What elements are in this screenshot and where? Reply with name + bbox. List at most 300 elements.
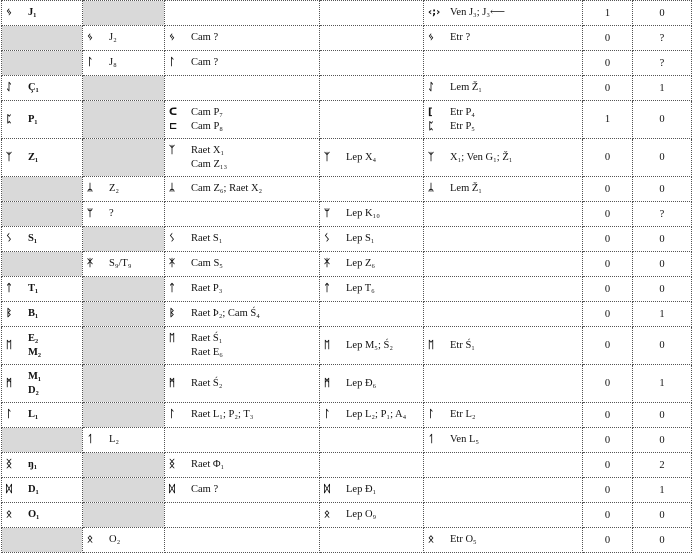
primary-rune-cell <box>2 202 83 227</box>
rune-glyph-icon: ᛟ <box>6 509 12 521</box>
lep-cell <box>320 1 424 26</box>
rune-label: Z₁ <box>28 151 39 163</box>
cam-raet-label: Raet Φ₁ <box>191 459 225 470</box>
etr-ven-lem-entry <box>428 408 582 422</box>
rune-glyph-icon: ᛒ <box>169 308 175 319</box>
primary-rune-cell <box>2 277 83 302</box>
count-cell-2: 0 <box>633 277 692 302</box>
etr-ven-lem-cell <box>424 453 583 478</box>
lep-label: Lep S₁ <box>346 233 375 244</box>
table-row <box>2 453 692 478</box>
table-row <box>2 277 692 302</box>
count-cell-2: 0 <box>633 1 692 26</box>
cam-raet-entry <box>169 120 319 134</box>
rune-glyph-icon: ᛊ <box>324 233 330 244</box>
table-row <box>2 403 692 428</box>
etr-ven-lem-entry <box>428 120 582 134</box>
primary-rune-cell <box>2 76 83 101</box>
rune-glyph-icon: ᛈ <box>428 120 434 132</box>
lep-cell <box>320 227 424 252</box>
cam-raet-entry <box>169 31 319 45</box>
rune-label: ŋ₁ <box>28 459 37 470</box>
cam-raet-cell <box>165 139 320 177</box>
rune-glyph-icon: ᛗ <box>6 377 12 389</box>
lep-entry <box>324 483 423 497</box>
rune-glyph-icon: ᛝ <box>6 459 12 471</box>
lep-entry <box>324 508 423 522</box>
rune-glyph-icon: ᛞ <box>6 484 12 496</box>
cam-raet-entry <box>169 182 319 196</box>
count-cell-2: 1 <box>633 302 692 327</box>
rune-glyph-icon: ᛗ <box>169 377 175 389</box>
rune-glyph-icon: ᛖ <box>428 339 434 351</box>
lep-label: Lep X₄ <box>346 151 377 163</box>
cam-raet-label: Raet Ś₁ <box>191 332 223 344</box>
lep-cell <box>320 252 424 277</box>
rune-glyph-icon: ᛊ <box>6 233 12 245</box>
cam-raet-cell <box>165 76 320 101</box>
rune-glyph-icon: ⊏ <box>169 120 178 132</box>
rune-label: L₁ <box>28 409 39 420</box>
cam-raet-label: Cam S₅ <box>191 258 223 269</box>
rune-glyph-icon: ᛃ <box>87 32 93 44</box>
count-cell-2: 0 <box>633 528 692 553</box>
rune-glyph-icon: ᛘ <box>87 208 93 220</box>
rune-label: M₁ D₂ <box>28 370 42 396</box>
variant-rune-cell <box>83 503 165 528</box>
variant-rune-cell <box>83 403 165 428</box>
cam-raet-cell <box>165 453 320 478</box>
etr-ven-lem-label: Ven L₅ <box>450 434 480 445</box>
count-cell-1: 0 <box>583 327 633 365</box>
lep-cell <box>320 428 424 453</box>
rune-glyph-icon: ᛦ <box>428 183 434 194</box>
etr-ven-lem-cell <box>424 76 583 101</box>
rune-label: J₈ <box>109 57 117 68</box>
rune-glyph-icon: ᛉ <box>6 151 12 163</box>
count-cell-1: 0 <box>583 453 633 478</box>
cam-raet-cell <box>165 478 320 503</box>
primary-rune-cell <box>2 428 83 453</box>
count-cell-2: 0 <box>633 503 692 528</box>
cam-raet-cell <box>165 302 320 327</box>
etr-ven-lem-cell <box>424 252 583 277</box>
lep-entry <box>324 339 423 353</box>
etr-ven-lem-cell <box>424 51 583 76</box>
cam-raet-label: Raet L₁; P₂; T₃ <box>191 409 254 420</box>
rune-glyph-icon: ᛞ <box>169 484 175 495</box>
primary-rune-cell <box>2 227 83 252</box>
primary-rune-cell <box>2 177 83 202</box>
rune-label: O₂ <box>109 534 121 545</box>
cam-raet-label: Cam P₇ <box>191 106 223 118</box>
primary-rune-cell <box>2 403 83 428</box>
rune-glyph-icon: ᛉ <box>428 151 434 163</box>
cam-raet-cell <box>165 177 320 202</box>
cam-raet-entry <box>169 282 319 296</box>
cam-raet-cell <box>165 503 320 528</box>
table-row <box>2 478 692 503</box>
table-row <box>2 528 692 553</box>
etr-ven-lem-label: Etr P₅ <box>450 120 475 132</box>
cam-raet-label: Raet Ś₂ <box>191 377 223 389</box>
cam-raet-cell <box>165 1 320 26</box>
lep-cell <box>320 76 424 101</box>
rune-glyph-icon: ᛉ <box>169 144 175 156</box>
primary-rune-cell <box>2 1 83 26</box>
rune-label: ? <box>109 208 114 219</box>
rune-label: E₂ M₂ <box>28 332 42 358</box>
lep-cell <box>320 478 424 503</box>
cam-raet-cell <box>165 26 320 51</box>
lep-label: Lep Z₆ <box>346 258 376 269</box>
etr-ven-lem-cell <box>424 528 583 553</box>
lep-cell <box>320 202 424 227</box>
rune-glyph-icon: ᛏ <box>324 283 330 294</box>
etr-ven-lem-cell <box>424 139 583 177</box>
rune-label: J₁ <box>28 7 37 18</box>
rune-label: B₁ <box>28 308 39 319</box>
variant-rune-cell <box>83 252 165 277</box>
rune-label: L₂ <box>109 434 120 445</box>
lep-cell <box>320 453 424 478</box>
cam-raet-cell <box>165 101 320 139</box>
count-cell-2: 1 <box>633 365 692 403</box>
cam-raet-entry <box>169 106 319 120</box>
cam-raet-entry <box>169 346 319 360</box>
lep-entry <box>324 377 423 391</box>
rune-correspondence-table <box>1 0 692 553</box>
count-cell-1: 0 <box>583 26 633 51</box>
rune-glyph-icon: ᛇ <box>428 82 434 93</box>
rune-glyph-icon: ᛚ <box>6 409 12 421</box>
rune-glyph-icon: ᛞ <box>324 484 330 495</box>
rune-label: P₁ <box>28 113 38 125</box>
variant-rune-cell <box>83 365 165 403</box>
cam-raet-cell <box>165 252 320 277</box>
lep-cell <box>320 365 424 403</box>
etr-ven-lem-label: Lem Ž₁ <box>450 183 482 194</box>
rune-glyph-icon: ᛚ <box>428 409 434 420</box>
count-cell-2: ? <box>633 51 692 76</box>
table-row <box>2 177 692 202</box>
count-cell-2: 0 <box>633 101 692 139</box>
table-row <box>2 101 692 139</box>
rune-label: T₁ <box>28 283 39 294</box>
primary-rune-cell <box>2 302 83 327</box>
rune-glyph-icon: ᛚ <box>324 409 330 420</box>
etr-ven-lem-cell <box>424 26 583 51</box>
table-row <box>2 327 692 365</box>
cam-raet-label: Raet S₁ <box>191 233 223 244</box>
table-row <box>2 1 692 26</box>
etr-ven-lem-entry <box>428 339 582 353</box>
etr-ven-lem-entry <box>428 6 582 20</box>
etr-ven-lem-cell <box>424 327 583 365</box>
etr-ven-lem-cell <box>424 1 583 26</box>
table-row <box>2 428 692 453</box>
table-row <box>2 139 692 177</box>
etr-ven-lem-label: Etr O₅ <box>450 534 477 545</box>
etr-ven-lem-entry <box>428 182 582 196</box>
cam-raet-entry <box>169 408 319 422</box>
lep-label: Lep K₁₀ <box>346 208 380 219</box>
variant-rune-cell <box>83 453 165 478</box>
count-cell-2: 0 <box>633 327 692 365</box>
count-cell-1: 0 <box>583 177 633 202</box>
etr-ven-lem-label: Etr L₂ <box>450 409 476 420</box>
cam-raet-entry <box>169 56 319 70</box>
count-cell-2: 0 <box>633 227 692 252</box>
lep-cell <box>320 277 424 302</box>
etr-ven-lem-entry <box>428 151 582 165</box>
rune-glyph-icon: ᛡ <box>169 258 175 269</box>
count-cell-1: 0 <box>583 528 633 553</box>
rune-glyph-icon: ᛟ <box>324 509 330 520</box>
count-cell-1: 0 <box>583 503 633 528</box>
count-cell-2: 0 <box>633 403 692 428</box>
lep-cell <box>320 302 424 327</box>
rune-glyph-icon: ᛡ <box>324 258 330 269</box>
rune-glyph-icon: ᛒ <box>6 308 12 320</box>
count-cell-2: 0 <box>633 252 692 277</box>
etr-ven-lem-entry <box>428 106 582 120</box>
rune-glyph-icon: ᛃ <box>428 32 434 43</box>
rune-glyph-icon: ᛖ <box>169 332 175 344</box>
lep-cell <box>320 139 424 177</box>
cam-raet-entry <box>169 377 319 391</box>
rune-glyph-icon: ᛚ <box>87 57 93 69</box>
rune-glyph-icon: ᛦ <box>87 183 93 195</box>
cam-raet-entry <box>169 307 319 321</box>
variant-rune-cell <box>83 478 165 503</box>
lep-label: Lep L₂; P₁; A₄ <box>346 409 407 420</box>
primary-rune-cell <box>2 101 83 139</box>
etr-ven-lem-cell <box>424 202 583 227</box>
lep-cell <box>320 403 424 428</box>
rune-label: J₂ <box>109 32 117 43</box>
variant-rune-cell <box>83 1 165 26</box>
variant-rune-cell <box>83 428 165 453</box>
cam-raet-label: Cam ? <box>191 57 219 68</box>
rune-glyph-icon: ᛟ <box>428 534 434 545</box>
etr-ven-lem-cell <box>424 177 583 202</box>
count-cell-1: 0 <box>583 365 633 403</box>
cam-raet-label: Raet Þ₂; Cam Ś₄ <box>191 308 260 319</box>
rune-glyph-icon: ᛖ <box>324 339 330 351</box>
table-row <box>2 302 692 327</box>
table-row <box>2 365 692 403</box>
lep-cell <box>320 177 424 202</box>
primary-rune-cell <box>2 528 83 553</box>
cam-raet-entry <box>169 332 319 346</box>
etr-ven-lem-cell <box>424 365 583 403</box>
etr-ven-lem-entry <box>428 533 582 547</box>
count-cell-1: 0 <box>583 277 633 302</box>
count-cell-2: 0 <box>633 139 692 177</box>
etr-ven-lem-label: Etr Ś₁ <box>450 339 475 351</box>
count-cell-1: 0 <box>583 202 633 227</box>
etr-ven-lem-label: Etr P₄ <box>450 106 475 118</box>
count-cell-2: 1 <box>633 478 692 503</box>
count-cell-2: ? <box>633 202 692 227</box>
count-cell-1: 1 <box>583 1 633 26</box>
rune-label: S₉/T₉ <box>109 258 132 269</box>
cam-raet-label: Cam Z₁₃ <box>191 158 228 170</box>
rune-glyph-icon: ᛗ <box>324 377 330 389</box>
cam-raet-entry <box>169 232 319 246</box>
rune-glyph-icon: ᛏ <box>169 283 175 294</box>
count-cell-2: ? <box>633 26 692 51</box>
lep-entry <box>324 232 423 246</box>
count-cell-1: 0 <box>583 51 633 76</box>
rune-glyph-icon: ‹;› <box>428 7 441 18</box>
lep-cell <box>320 51 424 76</box>
rune-label: O₁ <box>28 509 40 520</box>
cam-raet-entry <box>169 257 319 271</box>
lep-label: Lep Đ₆ <box>346 377 377 389</box>
cam-raet-label: Raet E₆ <box>191 346 223 358</box>
table-row <box>2 76 692 101</box>
rune-glyph-icon: ᛦ <box>169 183 175 194</box>
rune-glyph-icon: ᛃ <box>169 32 175 43</box>
rune-label: Ç₁ <box>28 82 39 93</box>
etr-ven-lem-cell <box>424 101 583 139</box>
count-cell-1: 0 <box>583 252 633 277</box>
lep-cell <box>320 327 424 365</box>
cam-raet-cell <box>165 327 320 365</box>
rune-glyph-icon: ᛚ <box>169 57 175 68</box>
cam-raet-cell <box>165 365 320 403</box>
etr-ven-lem-label: Lem Ž₁ <box>450 82 482 93</box>
count-cell-2: 1 <box>633 76 692 101</box>
etr-ven-lem-label: X₁; Ven G₁; Ž₁ <box>450 151 513 163</box>
rune-glyph-icon: ᑕ <box>169 106 178 118</box>
cam-raet-cell <box>165 277 320 302</box>
lep-cell <box>320 528 424 553</box>
rune-glyph-icon: [ <box>428 106 433 118</box>
cam-raet-cell <box>165 51 320 76</box>
variant-rune-cell <box>83 202 165 227</box>
lep-entry <box>324 282 423 296</box>
count-cell-1: 0 <box>583 302 633 327</box>
rune-glyph-icon: ᛟ <box>87 534 93 546</box>
variant-rune-cell <box>83 277 165 302</box>
count-cell-2: 0 <box>633 177 692 202</box>
rune-glyph-icon: ᛖ <box>6 339 12 351</box>
variant-rune-cell <box>83 327 165 365</box>
cam-raet-label: Cam P₈ <box>191 120 223 132</box>
cam-raet-cell <box>165 428 320 453</box>
primary-rune-cell <box>2 365 83 403</box>
rune-glyph-icon: ᛊ <box>169 233 175 244</box>
variant-rune-cell <box>83 76 165 101</box>
rune-glyph-icon: ᛉ <box>324 151 330 163</box>
etr-ven-lem-entry <box>428 31 582 45</box>
cam-raet-entry <box>169 158 319 172</box>
rune-glyph-icon: ᛝ <box>169 459 175 470</box>
rune-label: D₁ <box>28 484 39 495</box>
etr-ven-lem-entry <box>428 81 582 95</box>
table-row <box>2 252 692 277</box>
etr-ven-lem-cell <box>424 403 583 428</box>
count-cell-1: 1 <box>583 101 633 139</box>
count-cell-2: 2 <box>633 453 692 478</box>
variant-rune-cell <box>83 177 165 202</box>
cam-raet-label: Cam Z₆; Raet X₂ <box>191 183 263 194</box>
primary-rune-cell <box>2 252 83 277</box>
variant-rune-cell <box>83 528 165 553</box>
lep-entry <box>324 408 423 422</box>
primary-rune-cell <box>2 327 83 365</box>
rune-glyph-icon: ᛈ <box>6 113 12 125</box>
rune-glyph-icon: ᛐ <box>87 434 93 446</box>
etr-ven-lem-cell <box>424 277 583 302</box>
etr-ven-lem-cell <box>424 503 583 528</box>
lep-label: Lep T₆ <box>346 283 375 294</box>
cam-raet-cell <box>165 403 320 428</box>
count-cell-1: 0 <box>583 478 633 503</box>
count-cell-1: 0 <box>583 403 633 428</box>
variant-rune-cell <box>83 227 165 252</box>
primary-rune-cell <box>2 453 83 478</box>
lep-label: Lep O₉ <box>346 509 377 520</box>
count-cell-2: 0 <box>633 428 692 453</box>
primary-rune-cell <box>2 503 83 528</box>
primary-rune-cell <box>2 139 83 177</box>
rune-glyph-icon: ᛐ <box>428 434 434 445</box>
rune-glyph-icon: ᛘ <box>324 208 330 219</box>
variant-rune-cell <box>83 302 165 327</box>
lep-cell <box>320 101 424 139</box>
cam-raet-entry <box>169 458 319 472</box>
count-cell-1: 0 <box>583 227 633 252</box>
rune-glyph-icon: ᛏ <box>6 283 12 295</box>
variant-rune-cell <box>83 26 165 51</box>
primary-rune-cell <box>2 478 83 503</box>
count-cell-1: 0 <box>583 76 633 101</box>
lep-entry <box>324 257 423 271</box>
table-row <box>2 51 692 76</box>
cam-raet-cell <box>165 227 320 252</box>
etr-ven-lem-cell <box>424 478 583 503</box>
primary-rune-cell <box>2 51 83 76</box>
table-row <box>2 202 692 227</box>
lep-entry <box>324 207 423 221</box>
rune-glyph-icon: ᛡ <box>87 258 93 270</box>
rune-label: Z₂ <box>109 183 120 194</box>
cam-raet-label: Cam ? <box>191 32 219 43</box>
cam-raet-entry <box>169 144 319 158</box>
lep-label: Lep Đ₁ <box>346 484 377 495</box>
etr-ven-lem-cell <box>424 428 583 453</box>
table-row <box>2 503 692 528</box>
cam-raet-cell <box>165 528 320 553</box>
etr-ven-lem-cell <box>424 302 583 327</box>
lep-entry <box>324 151 423 165</box>
variant-rune-cell <box>83 51 165 76</box>
etr-ven-lem-label: Ven J₃; J₃⟵ <box>450 7 506 18</box>
etr-ven-lem-label: Etr ? <box>450 32 471 43</box>
lep-cell <box>320 26 424 51</box>
table-row <box>2 26 692 51</box>
cam-raet-label: Raet P₃ <box>191 283 223 294</box>
cam-raet-entry <box>169 483 319 497</box>
count-cell-1: 0 <box>583 428 633 453</box>
rune-glyph-icon: ᛚ <box>169 409 175 420</box>
count-cell-1: 0 <box>583 139 633 177</box>
cam-raet-label: Raet X₁ <box>191 144 225 156</box>
